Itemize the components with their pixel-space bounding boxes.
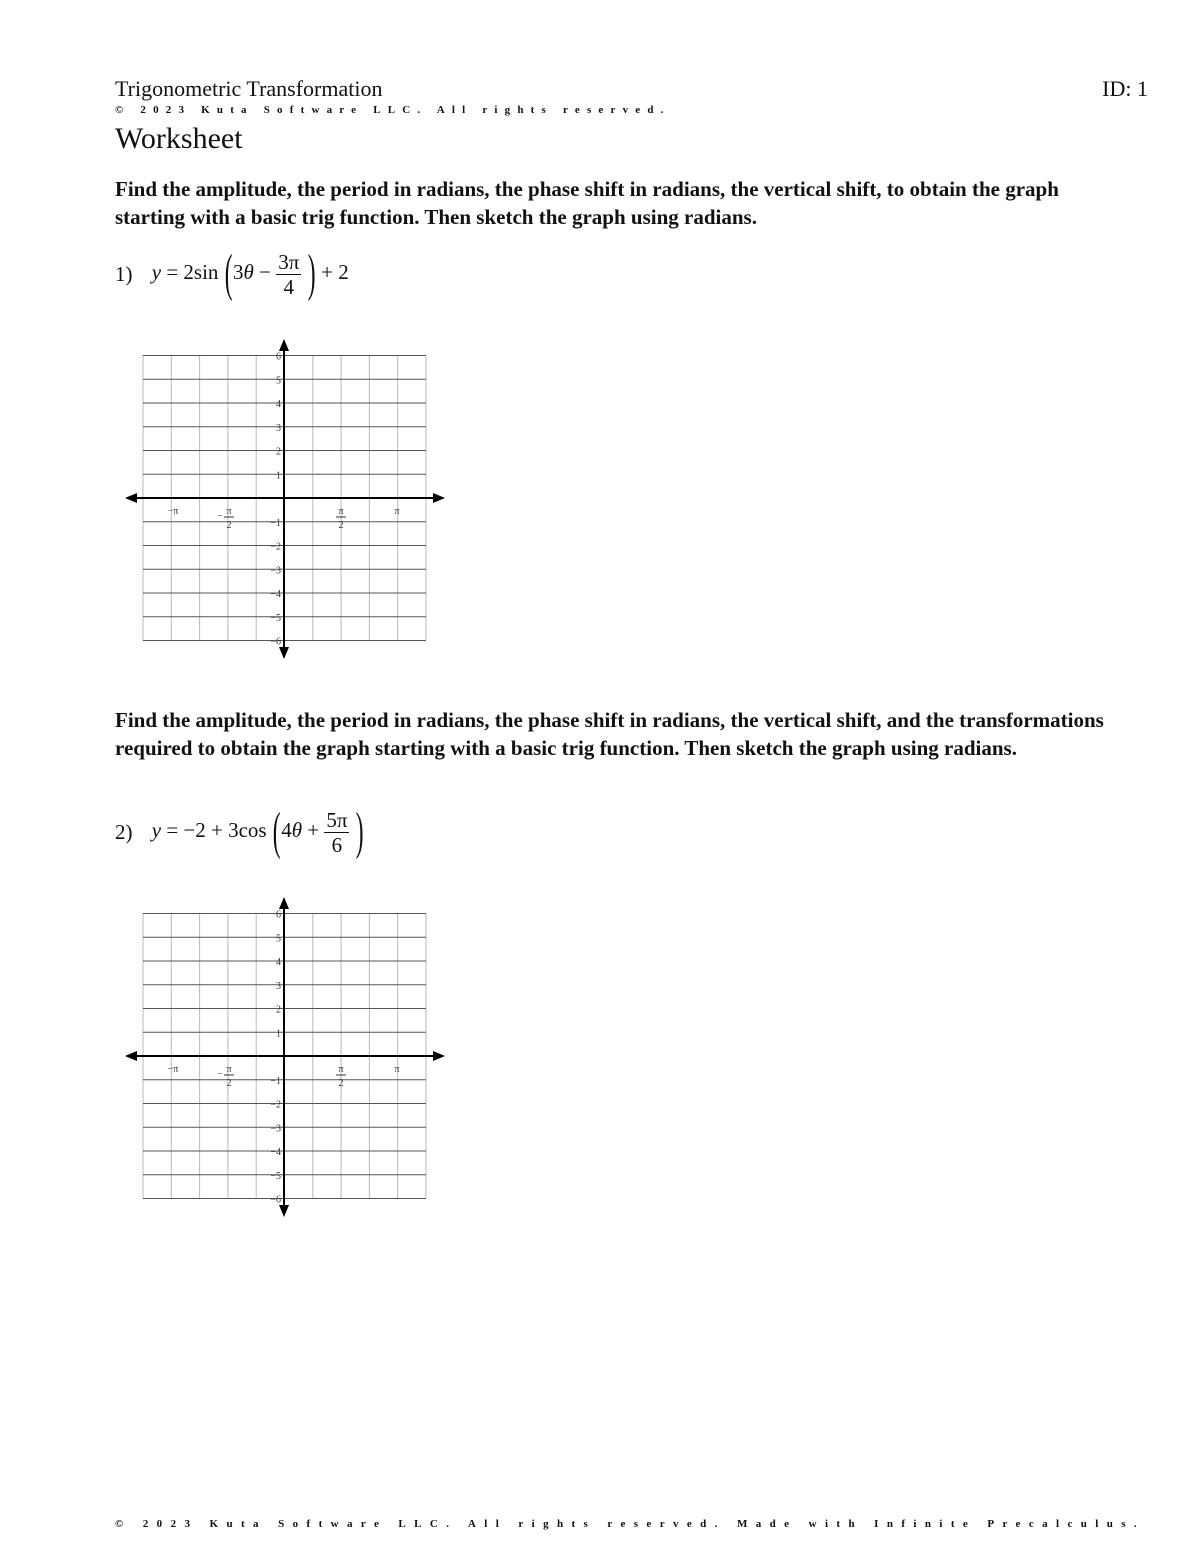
inner-op: +: [302, 817, 325, 842]
problem-number: 1): [115, 261, 133, 286]
worksheet-title: Worksheet: [115, 122, 243, 155]
y-tick-label: 1: [276, 1028, 281, 1040]
fraction-denominator: 4: [283, 274, 294, 299]
x-tick-label: π: [394, 506, 400, 517]
y-tick-label: 3: [276, 980, 281, 992]
right-paren: ): [355, 803, 364, 860]
y-tick-label: −3: [270, 565, 281, 577]
worksheet-header-title: Trigonometric Transformation: [115, 76, 383, 101]
y-tick-label: 2: [276, 1004, 281, 1016]
y-tick-label: 2: [276, 446, 281, 458]
left-paren: (: [272, 803, 281, 860]
graph-grid-1: [115, 335, 455, 675]
y-tick-label: −6: [270, 1194, 281, 1206]
y-tick-label: −2: [270, 1099, 281, 1111]
x-tick-label: −π: [167, 1064, 179, 1075]
y-tick-label: −5: [270, 1170, 281, 1182]
y-tick-label: −3: [270, 1123, 281, 1135]
x-axis-right-arrow: [433, 493, 445, 503]
fraction-numerator: 3π: [278, 249, 300, 274]
y-tick-label: 6: [276, 351, 281, 363]
y-tick-label: −1: [270, 1075, 281, 1087]
worksheet-id: ID: 1: [1102, 76, 1148, 101]
x-tick-label-sign: −: [217, 511, 223, 522]
y-tick-label: 5: [276, 933, 281, 945]
y-axis-down-arrow: [279, 1205, 289, 1217]
x-tick-label: −π: [167, 506, 179, 517]
y-tick-label: −6: [270, 636, 281, 648]
x-tick-label: π: [226, 1064, 232, 1075]
x-tick-label: π: [226, 506, 232, 517]
graph-grid-2: [115, 893, 455, 1233]
x-tick-label: π: [338, 506, 344, 517]
right-paren: ): [307, 245, 316, 302]
x-tick-label-sign: −: [217, 1069, 223, 1080]
fraction: [276, 250, 301, 299]
y-tick-label: 6: [276, 909, 281, 921]
y-tick-label: 4: [276, 957, 281, 968]
equation: [151, 803, 364, 860]
y-tick-label: −4: [270, 589, 281, 600]
theta: θ: [243, 259, 254, 284]
y-tick-label: −2: [270, 541, 281, 553]
equation-y: y: [151, 259, 162, 284]
y-tick-label: −1: [270, 517, 281, 529]
y-axis-up-arrow: [279, 339, 289, 351]
x-tick-label-denominator: 2: [338, 520, 344, 531]
inner-coef: 4: [281, 817, 292, 842]
equation: [151, 245, 349, 302]
equation-lhs: = −2 + 3cos: [161, 817, 267, 842]
y-tick-label: 1: [276, 470, 281, 482]
left-paren: (: [224, 245, 233, 302]
x-tick-label: π: [394, 1064, 400, 1075]
x-tick-label-denominator: 2: [226, 520, 232, 531]
fraction: [324, 808, 349, 857]
y-tick-label: −4: [270, 1147, 281, 1158]
problem-number: 2): [115, 819, 133, 844]
y-tick-label: 3: [276, 422, 281, 434]
x-axis-right-arrow: [433, 1051, 445, 1061]
instructions-1: Find the amplitude, the period in radians, the phase shift in radians, the vertical shift, to obtain the graph starting with a basic trig function. Then sketch the graph using radians.: [115, 177, 1059, 229]
y-axis-up-arrow: [279, 897, 289, 909]
y-axis-down-arrow: [279, 647, 289, 659]
fraction-denominator: 6: [331, 832, 343, 857]
footer-copyright: © 2023 Kuta Software LLC. All rights reserved. Made with Infinite Precalculus.: [115, 1518, 1146, 1530]
equation-y: y: [151, 817, 162, 842]
x-tick-label: π: [338, 1064, 344, 1075]
equation-tail: + 2: [321, 259, 349, 284]
inner-coef: 3: [233, 259, 244, 284]
equation-lhs: = 2sin: [161, 259, 219, 284]
problem-2-equation: [115, 803, 364, 860]
y-tick-label: 5: [276, 375, 281, 387]
y-tick-label: −5: [270, 612, 281, 624]
problem-1-equation: [115, 245, 349, 302]
x-axis-left-arrow: [125, 493, 137, 503]
inner-op: −: [253, 259, 277, 284]
instructions-2: Find the amplitude, the period in radians, the phase shift in radians, the vertical shift, and the transformations required to obtain the graph starting with a basic trig function. Then sketch the graph using radians.: [115, 708, 1104, 760]
header-copyright: © 2023 Kuta Software LLC. All rights reserved.: [115, 104, 671, 116]
x-tick-label-denominator: 2: [338, 1078, 344, 1089]
theta: θ: [291, 817, 303, 842]
fraction-numerator: 5π: [326, 807, 348, 832]
x-axis-left-arrow: [125, 1051, 137, 1061]
x-tick-label-denominator: 2: [226, 1078, 232, 1089]
y-tick-label: 4: [276, 399, 281, 410]
